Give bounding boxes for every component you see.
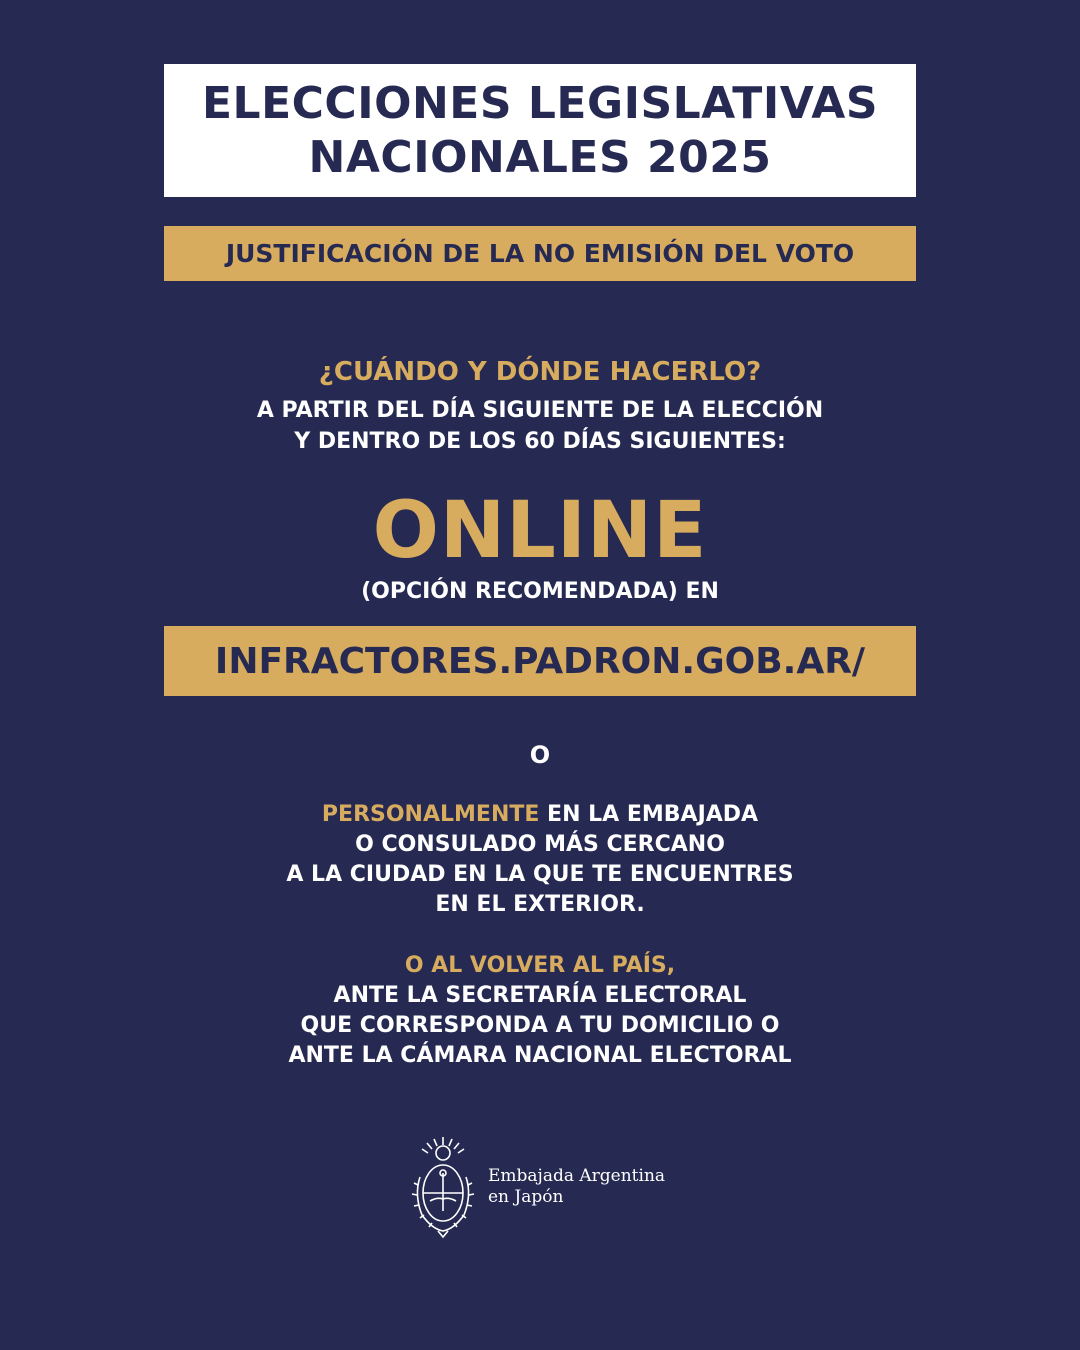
website-url: INFRACTORES.PADRON.GOB.AR/: [214, 640, 866, 682]
title-box: [164, 64, 916, 197]
or-separator: O: [529, 741, 551, 769]
in-person-line-3: A LA CIUDAD EN LA QUE TE ENCUENTRES: [286, 862, 794, 887]
return-highlight: O AL VOLVER AL PAÍS,: [404, 953, 676, 978]
subtitle-banner: [164, 226, 916, 281]
in-person-line-4: EN EL EXTERIOR.: [435, 892, 645, 917]
online-heading: ONLINE: [372, 486, 708, 576]
return-line-3: QUE CORRESPONDA A TU DOMICILIO O: [300, 1013, 780, 1038]
in-person-text: [0, 800, 1080, 920]
title-line-2: NACIONALES 2025: [308, 131, 772, 183]
recommended-note: (OPCIÓN RECOMENDADA) EN: [361, 579, 719, 604]
when-line-2: Y DENTRO DE LOS 60 DÍAS SIGUIENTES:: [294, 429, 786, 454]
argentine-coat-of-arms-icon: [410, 1133, 476, 1241]
footer-org-name: [488, 1166, 665, 1208]
when-line-1: A PARTIR DEL DÍA SIGUIENTE DE LA ELECCIÓN: [256, 398, 824, 423]
in-person-line-1-rest: EN LA EMBAJADA: [539, 802, 759, 827]
footer-line-1: Embajada Argentina: [488, 1166, 666, 1186]
return-text: [0, 951, 1080, 1071]
in-person-line-2: O CONSULADO MÁS CERCANO: [355, 832, 725, 857]
in-person-line-1: [0, 800, 1080, 830]
when-where-question: ¿CUÁNDO Y DÓNDE HACERLO?: [318, 357, 762, 387]
title-line-1: ELECCIONES LEGISLATIVAS: [201, 77, 879, 129]
subtitle-text: JUSTIFICACIÓN DE LA NO EMISIÓN DEL VOTO: [225, 239, 855, 268]
when-where-text: [0, 395, 1080, 457]
return-line-4: ANTE LA CÁMARA NACIONAL ELECTORAL: [288, 1043, 792, 1068]
footer-line-2: en Japón: [488, 1187, 564, 1207]
in-person-highlight: PERSONALMENTE: [321, 802, 540, 827]
url-banner: [164, 626, 916, 696]
footer-logo: [410, 1133, 665, 1241]
return-line-2: ANTE LA SECRETARÍA ELECTORAL: [333, 983, 747, 1008]
